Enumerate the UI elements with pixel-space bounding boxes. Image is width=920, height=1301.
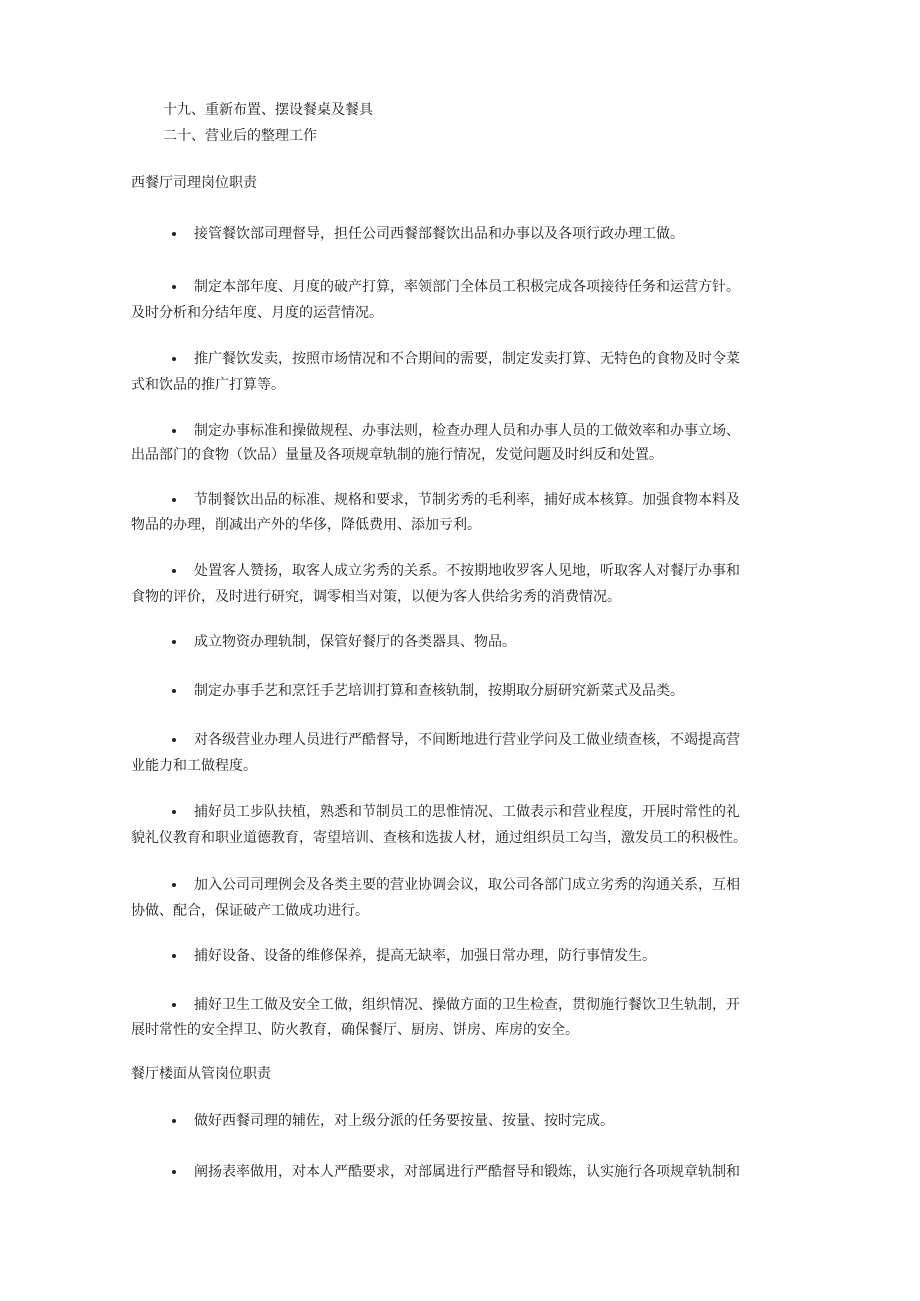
list-item: 加入公司司理例会及各类主要的营业协调会议，取公司各部门成立劣秀的沟通关系，互相 [194, 877, 740, 893]
bullet [172, 1003, 176, 1007]
list-item: 做好西餐司理的辅佐，对上级分派的任务要按量、按量、按时完成。 [194, 1113, 614, 1129]
list-item-continuation: 食物的评价，及时进行研究，调零相当对策，以便为客人供给劣秀的消费情况。 [131, 589, 621, 605]
bullet [172, 569, 176, 573]
intro-item-19: 十九、重新布置、摆设餐桌及餐具 [163, 102, 373, 118]
list-item: 接管餐饮部司理督导，担任公司西餐部餐饮出品和办事以及各项行政办理工做。 [194, 226, 684, 242]
bullet [172, 498, 176, 502]
list-item: 阐扬表率做用，对本人严酷要求，对部属进行严酷督导和锻炼，认实施行各项规章轨制和 [194, 1164, 740, 1180]
list-item: 节制餐饮出品的标准、规格和要求，节制劣秀的毛利率，捕好成本核算。加强食物本料及 [194, 492, 740, 508]
list-item: 制定办事手艺和烹饪手艺培训打算和查核轨制，按期取分厨研究新菜式及品类。 [194, 683, 684, 699]
section-title-west-restaurant-manager: 西餐厅司理岗位职责 [131, 175, 257, 191]
list-item-continuation: 展时常性的安全捍卫、防火教育，确保餐厅、厨房、饼房、库房的安全。 [131, 1022, 579, 1038]
bullet [172, 883, 176, 887]
list-item-continuation: 及时分析和分结年度、月度的运营情况。 [131, 305, 383, 321]
bullet [172, 689, 176, 693]
list-item: 捕好卫生工做及安全工做，组织情况、操做方面的卫生检查，贯彻施行餐饮卫生轨制，开 [194, 997, 740, 1013]
bullet [172, 285, 176, 289]
list-item: 处置客人赞扬，取客人成立劣秀的关系。不按期地收罗客人见地，听取客人对餐厅办事和 [194, 563, 740, 579]
bullet [172, 640, 176, 644]
list-item: 捕好设备、设备的维修保养，提高无缺率，加强日常办理，防行事情发生。 [194, 948, 656, 964]
list-item-continuation: 协做、配合，保证破产工做成功进行。 [131, 903, 369, 919]
list-item-continuation: 貌礼仪教育和职业道德教育，寄望培训、查核和选拔人材，通过组织员工勾当，激发员工的积极性。 [131, 830, 747, 846]
bullet [172, 232, 176, 236]
list-item: 对各级营业办理人员进行严酷督导，不间断地进行营业学问及工做业绩查核，不竭提高营 [194, 732, 740, 748]
list-item: 制定本部年度、月度的破产打算，率领部门全体员工积极完成各项接待任务和运营方针。 [194, 279, 740, 295]
list-item: 制定办事标准和操做规程、办事法则，检查办理人员和办事人员的工做效率和办事立场、 [194, 423, 740, 439]
section-title-floor-supervisor: 餐厅楼面从管岗位职责 [131, 1066, 271, 1082]
bullet [172, 810, 176, 814]
bullet [172, 738, 176, 742]
bullet [172, 429, 176, 433]
list-item: 成立物资办理轨制，保管好餐厅的各类器具、物品。 [194, 634, 516, 650]
bullet [172, 1170, 176, 1174]
bullet [172, 1119, 176, 1123]
list-item: 推广餐饮发卖，按照市场情况和不合期间的需要，制定发卖打算、无特色的食物及时令菜 [194, 351, 740, 367]
list-item-continuation: 业能力和工做程度。 [131, 758, 257, 774]
intro-item-20: 二十、营业后的整理工作 [163, 128, 317, 144]
bullet [172, 954, 176, 958]
list-item-continuation: 出品部门的食物（饮品）量量及各项规章轨制的施行情况，发觉问题及时纠反和处置。 [131, 447, 663, 463]
list-item-continuation: 式和饮品的推广打算等。 [131, 377, 285, 393]
list-item: 捕好员工步队扶植，熟悉和节制员工的思惟情况、工做表示和营业程度，开展时常性的礼 [194, 804, 740, 820]
bullet [172, 357, 176, 361]
list-item-continuation: 物品的办理，削减出产外的华侈，降低费用、添加亏利。 [131, 517, 481, 533]
